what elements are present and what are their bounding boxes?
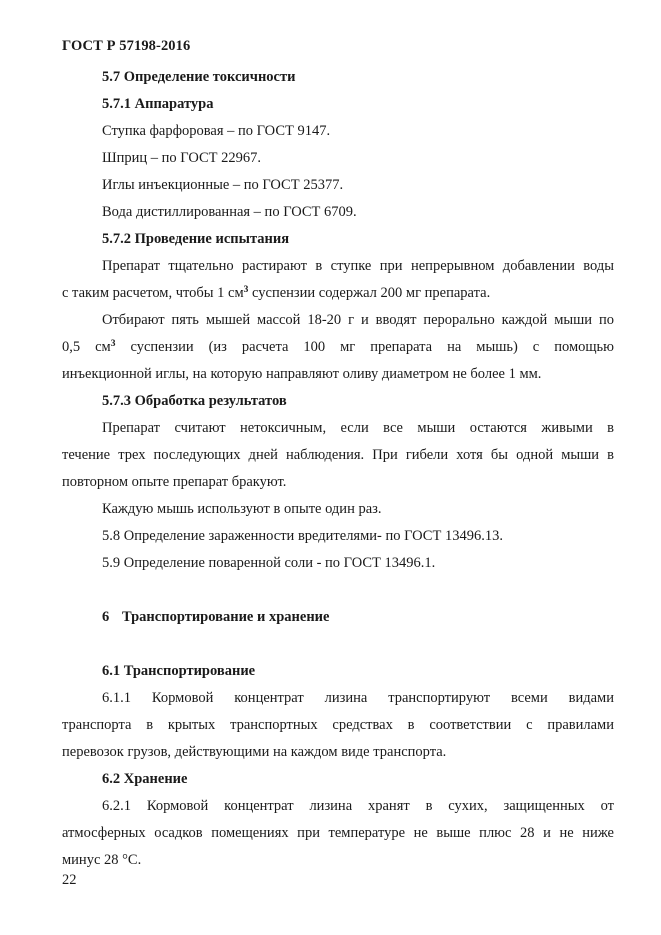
section-6-1-title: 6.1 Транспортирование <box>102 663 256 679</box>
paragraph-line <box>62 280 614 307</box>
paragraph-line: минус 28 °С. <box>62 852 142 868</box>
page-content <box>62 64 614 874</box>
text-span: суспензии (из расчета 100 мг препарата на мышь) с помощью <box>115 339 614 355</box>
paragraph-line <box>62 334 614 361</box>
superscript: 3 <box>110 339 116 349</box>
section-5-9: 5.9 Определение поваренной соли - по ГОСТ 13496.1. <box>102 555 436 571</box>
section-5-7-1-title: 5.7.1 Аппаратура <box>102 96 214 112</box>
paragraph-line: Каждую мышь используют в опыте один раз. <box>102 501 382 517</box>
page-number: 22 <box>62 872 77 888</box>
text-span: суспензии содержал 200 мг препарата. <box>248 285 491 301</box>
apparatus-item: Вода дистиллированная – по ГОСТ 6709. <box>102 204 357 220</box>
page-header: ГОСТ Р 57198-2016 <box>62 38 191 54</box>
section-6-title-text: Транспортирование и хранение <box>122 609 330 625</box>
paragraph-line: перевозок грузов, действующими на каждом виде транспорта. <box>62 744 447 760</box>
section-6-number: 6 <box>102 609 110 625</box>
spacer <box>62 631 614 658</box>
paragraph-line: атмосферных осадков помещениях при температуре не выше плюс 28 и не ниже <box>62 825 614 841</box>
section-5-7-2-title: 5.7.2 Проведение испытания <box>102 231 290 247</box>
text-span: 0,5 см <box>62 339 111 355</box>
section-6-title <box>62 604 614 631</box>
apparatus-item: Ступка фарфоровая – по ГОСТ 9147. <box>102 123 331 139</box>
paragraph-line: течение трех последующих дней наблюдения. При гибели хотя бы одной мыши в <box>62 447 614 463</box>
paragraph-line: транспорта в крытых транспортных средствах в соответствии с правилами <box>62 717 614 733</box>
section-5-7-title: 5.7 Определение токсичности <box>102 69 296 85</box>
paragraph-line: Отбирают пять мышей массой 18-20 г и вводят перорально каждой мыши по <box>102 312 614 328</box>
text-span: с таким расчетом, чтобы 1 см <box>62 285 244 301</box>
apparatus-item: Шприц – по ГОСТ 22967. <box>102 150 261 166</box>
paragraph-line: Препарат считают нетоксичным, если все мыши остаются живыми в <box>102 420 614 436</box>
section-5-8: 5.8 Определение зараженности вредителями- по ГОСТ 13496.13. <box>102 528 503 544</box>
superscript: 3 <box>243 285 249 295</box>
spacer <box>62 577 614 604</box>
paragraph-line: 6.1.1 Кормовой концентрат лизина транспортируют всеми видами <box>102 690 614 706</box>
paragraph-line: 6.2.1 Кормовой концентрат лизина хранят в сухих, защищенных от <box>102 798 614 814</box>
paragraph-line: повторном опыте препарат бракуют. <box>62 474 287 490</box>
section-5-7-3-title: 5.7.3 Обработка результатов <box>102 393 287 409</box>
paragraph-line: Препарат тщательно растирают в ступке при непрерывном добавлении воды <box>102 258 614 274</box>
paragraph-line: инъекционной иглы, на которую направляют оливу диаметром не более 1 мм. <box>62 366 542 382</box>
section-6-2-title: 6.2 Хранение <box>102 771 188 787</box>
apparatus-item: Иглы инъекционные – по ГОСТ 25377. <box>102 177 344 193</box>
